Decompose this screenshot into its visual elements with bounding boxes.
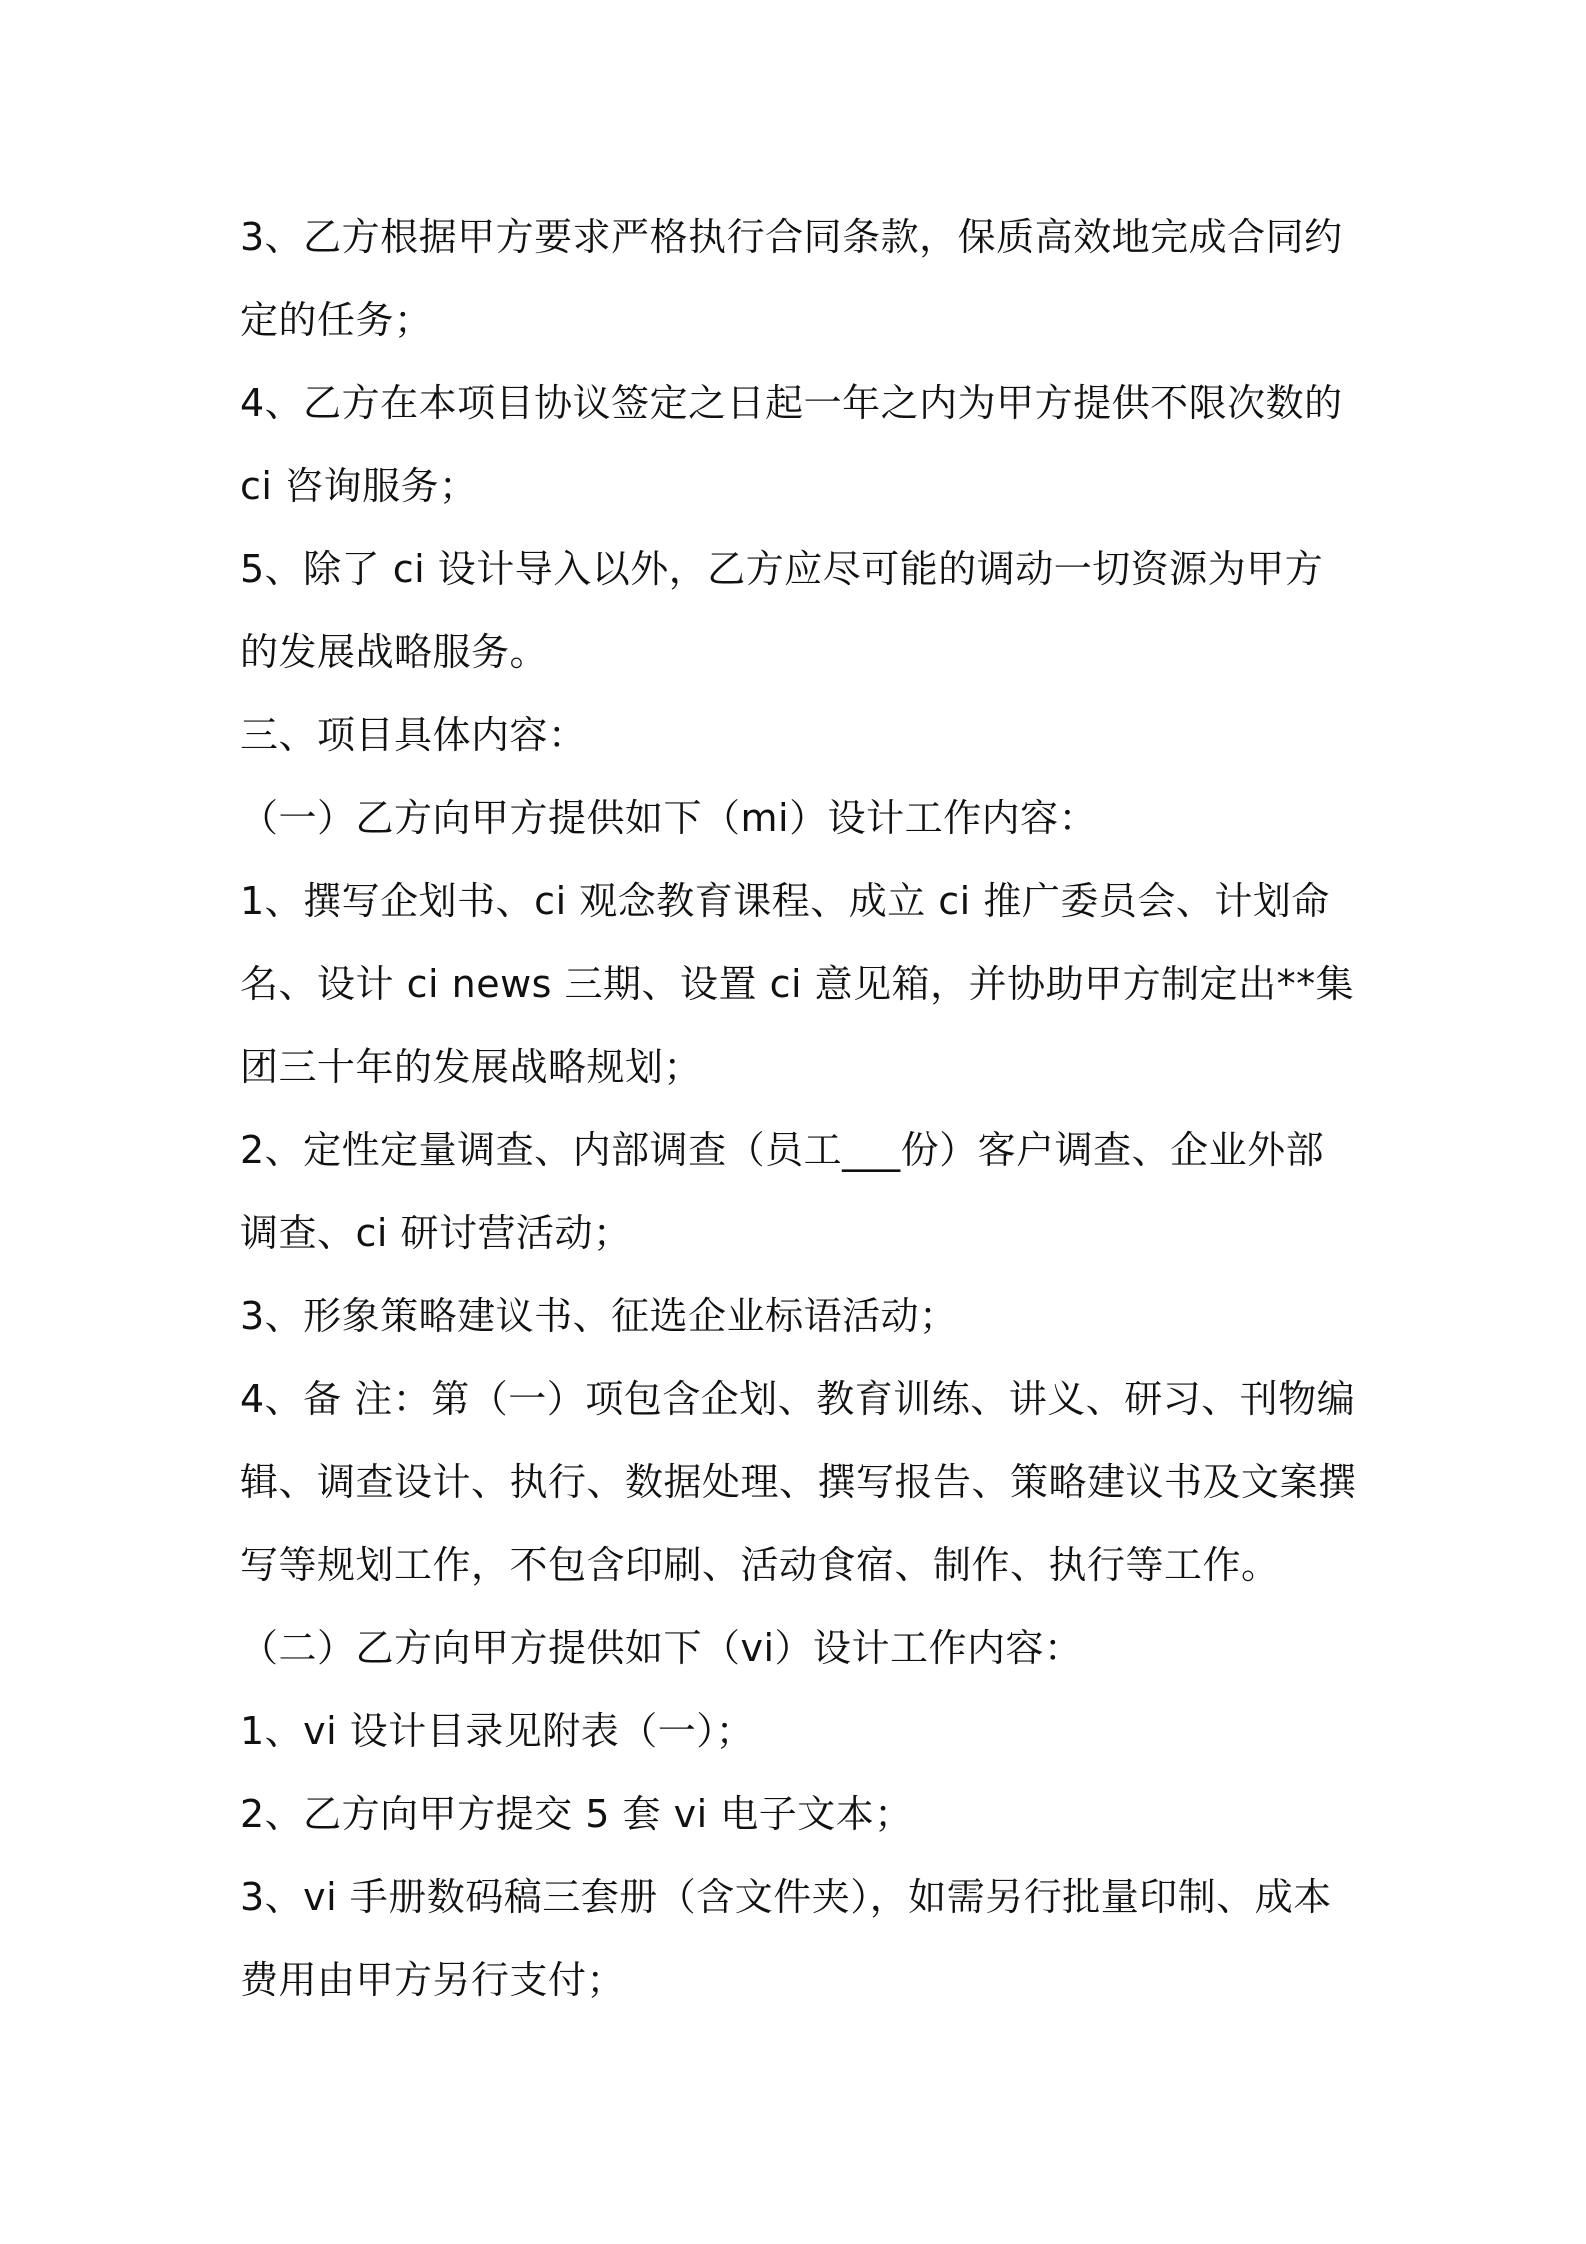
mi-item-4-note: 4、备 注：第（一）项包含企划、教育训练、讲义、研习、刊物编辑、调查设计、执行、数据处理、撰写报告、策略建议书及文案撰写等规划工作，不包含印刷、活动食宿、制作、执行等工作。 [240,1377,1357,1587]
vi-item-3: 3、vi 手册数码稿三套册（含文件夹），如需另行批量印制、成本费用由甲方另行支付； [240,1875,1332,2002]
section-heading-project-content: 三、项目具体内容： [240,713,587,757]
clause-5-text: 5、除了 ci 设计导入以外，乙方应尽可能的调动一切资源为甲方的发展战略服务。 [240,547,1324,674]
document-body [240,196,1360,2022]
subsection-heading-vi: （二）乙方向甲方提供如下（vi）设计工作内容： [240,1626,1083,1670]
subsection-heading-mi: （一）乙方向甲方提供如下（mi）设计工作内容： [240,796,1098,840]
clause-4-text: 4、乙方在本项目协议签定之日起一年之内为甲方提供不限次数的 ci 咨询服务； [240,381,1343,508]
clause-3-text: 3、乙方根据甲方要求严格执行合同条款，保质高效地完成合同约定的任务； [240,215,1343,342]
vi-item-1: 1、vi 设计目录见附表（一）； [240,1709,755,1753]
mi-item-1: 1、撰写企划书、ci 观念教育课程、成立 ci 推广委员会、计划命名、设计 ci news 三期、设置 ci 意见箱，并协助甲方制定出**集团三十年的发展战略规划； [240,879,1355,1089]
mi-item-3: 3、形象策略建议书、征选企业标语活动； [240,1294,958,1338]
vi-item-2: 2、乙方向甲方提交 5 套 vi 电子文本； [240,1792,913,1836]
mi-item-2: 2、定性定量调查、内部调查（员工___份）客户调查、企业外部调查、ci 研讨营活动； [240,1128,1325,1255]
